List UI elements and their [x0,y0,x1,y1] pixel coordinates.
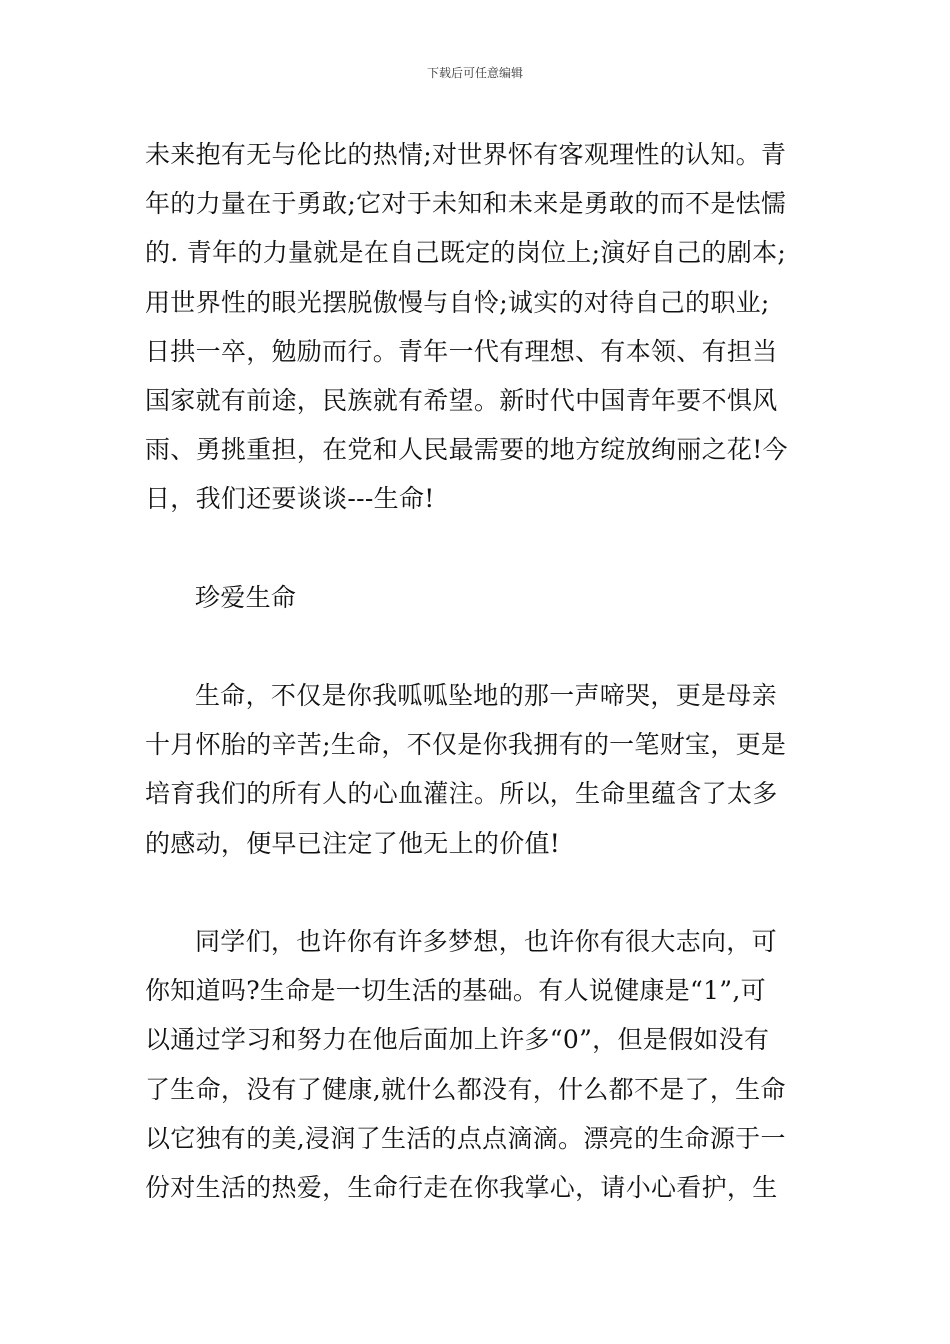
text-line: 用世界性的眼光摆脱傲慢与自怜;诚实的对待自己的职业; [145,287,770,317]
text-line: 日，我们还要谈谈---生命! [145,484,435,514]
section-title: 珍爱生命 [195,582,297,612]
text-line: 雨、勇挑重担，在党和人民最需要的地方绽放绚丽之花!今 [145,435,788,465]
text-line: 日拱一卒，勉励而行。青年一代有理想、有本领、有担当 [145,336,778,366]
text-line: 十月怀胎的辛苦;生命，不仅是你我拥有的一笔财宝，更是 [145,730,787,760]
paragraph-gap [145,524,810,573]
text-line: 年的力量在于勇敢;它对于未知和未来是勇敢的而不是怯懦 [145,189,787,219]
page-header-note: 下载后可任意编辑 [426,66,523,80]
text-line: 同学们，也许你有许多梦想，也许你有很大志向，可 [195,927,777,956]
section-heading [145,573,810,622]
text-line: 的感动，便早已注定了他无上的价值! [145,828,561,858]
text-line: 以通过学习和努力在他后面加上许多“0”，但是假如没有 [145,1025,770,1055]
paragraph-2 [145,671,810,868]
paragraph-gap [145,622,810,671]
document-body [145,130,810,1212]
text-line: 国家就有前途，民族就有希望。新时代中国青年要不惧风 [145,385,778,415]
paragraph-1 [145,130,810,524]
text-line: 培育我们的所有人的心血灌注。所以，生命里蕴含了太多 [145,779,778,809]
text-line: 未来抱有无与伦比的热情;对世界怀有客观理性的认知。青 [145,140,787,169]
text-line: 以它独有的美,浸润了生活的点点滴滴。漂亮的生命源于一 [145,1123,786,1153]
text-line: 你知道吗?生命是一切生活的基础。有人说健康是“1”,可 [145,976,766,1006]
text-line: 的. 青年的力量就是在自己既定的岗位上;演好自己的剧本; [145,238,787,268]
text-line: 份对生活的热爱，生命行走在你我掌心，请小心看护，生 [145,1172,778,1202]
paragraph-gap [145,868,810,917]
text-line: 了生命，没有了健康,就什么都没有，什么都不是了，生命 [145,1074,786,1104]
text-line: 生命，不仅是你我呱呱坠地的那一声啼哭，更是母亲 [195,681,777,711]
paragraph-3 [145,917,810,1212]
